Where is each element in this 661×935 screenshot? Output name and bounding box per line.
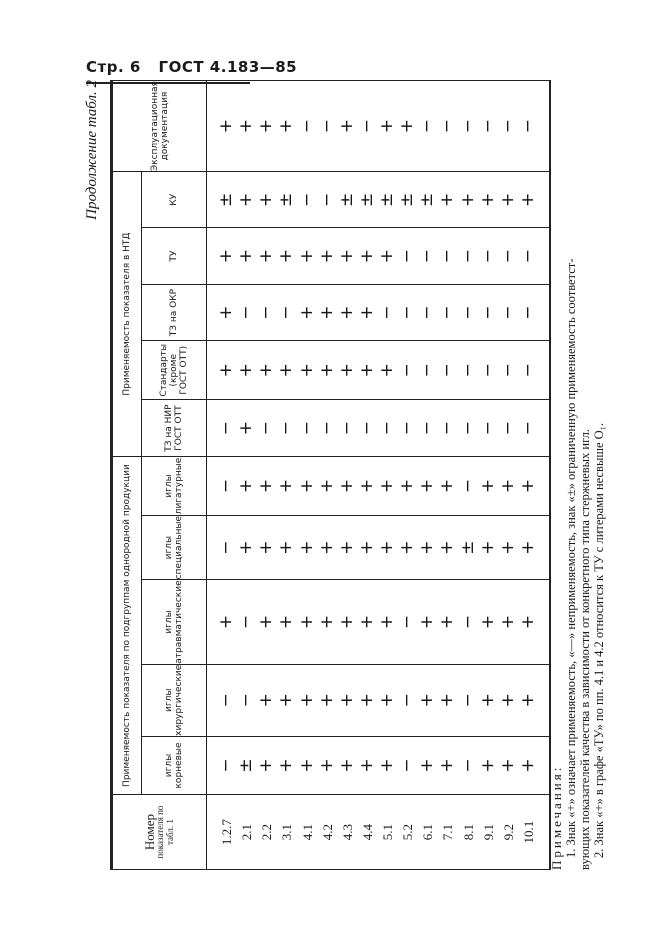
notes-title: Примечания: — [549, 764, 564, 870]
applicability-table — [110, 80, 551, 870]
row-label: 9.1 — [480, 823, 496, 841]
value-cell: − — [457, 305, 478, 320]
value-cell: − — [236, 614, 257, 630]
value-cell: + — [377, 758, 397, 773]
value-cell: − — [457, 420, 478, 436]
value-cell: + — [477, 192, 498, 207]
value-cell: + — [256, 614, 277, 630]
value-cell: + — [377, 614, 397, 630]
value-cell: + — [276, 249, 297, 264]
value-cell: − — [397, 249, 418, 264]
value-cell: + — [356, 614, 377, 630]
row-label: 5.1 — [380, 823, 395, 841]
value-cell: + — [497, 693, 518, 708]
value-cell: + — [256, 540, 277, 555]
note-1-cont: вующих показателей качества в зависимости от конкретного типа стержневых игл. — [578, 429, 592, 870]
value-cell: − — [497, 118, 518, 134]
standard-id: ГОСТ 4.183—85 — [158, 58, 298, 76]
value-cell: + — [336, 305, 357, 320]
value-cell: + — [256, 192, 277, 207]
value-cell: − — [296, 192, 317, 207]
value-cell: ± — [397, 192, 418, 207]
value-cell: + — [356, 363, 377, 378]
value-cell: − — [497, 305, 518, 320]
value-cell: − — [437, 305, 458, 320]
value-cell: + — [356, 478, 377, 494]
value-cell: + — [276, 478, 297, 494]
value-cell: − — [236, 693, 257, 708]
value-cell: − — [256, 420, 277, 436]
values-tu — [207, 228, 551, 284]
value-cell: + — [437, 614, 458, 630]
value-cell: − — [397, 758, 418, 773]
row-label: 4.2 — [319, 823, 335, 841]
value-cell: − — [517, 118, 538, 134]
value-cell: + — [236, 118, 257, 134]
value-cell: − — [437, 420, 458, 436]
table-caption: Продолжение табл. 2 — [84, 80, 100, 220]
value-cell: + — [517, 693, 538, 708]
note-1: 1. Знак «+» означает применяемость, «—» неприменяемость, знак «±» ограниченную применяемость соответст- — [564, 258, 578, 858]
value-cell: + — [457, 192, 478, 207]
value-cell: − — [397, 614, 418, 630]
value-cell: + — [276, 758, 297, 773]
value-cell: + — [276, 693, 297, 708]
value-cell: − — [417, 118, 438, 134]
value-cell: + — [336, 249, 357, 264]
value-cell: + — [497, 540, 518, 555]
values-ligature-needles — [207, 457, 551, 516]
value-cell: + — [336, 118, 357, 134]
value-cell: − — [497, 420, 518, 436]
value-cell: + — [216, 305, 236, 320]
value-cell: − — [296, 118, 317, 134]
value-cell: + — [356, 540, 377, 555]
row-label: 3.1 — [279, 823, 295, 841]
value-cell: + — [517, 478, 538, 494]
value-cell: ± — [356, 192, 377, 207]
value-cell: − — [477, 305, 498, 320]
value-cell: + — [296, 478, 317, 494]
value-cell: − — [216, 420, 236, 436]
value-cell: − — [477, 363, 498, 378]
row-label: 4.1 — [299, 823, 315, 841]
value-cell: + — [417, 758, 438, 773]
value-cell: + — [336, 758, 357, 773]
value-cell: + — [296, 614, 317, 630]
value-cell: − — [216, 478, 236, 494]
col-header-surgical-needles: иглы хирургические — [142, 664, 207, 736]
row-label: 8.1 — [460, 823, 476, 841]
value-cell: + — [316, 478, 337, 494]
value-cell: + — [296, 363, 317, 378]
value-cell: + — [256, 758, 277, 773]
col-header-special-needles: иглы специальные — [142, 515, 207, 579]
group-header-ntd: Применяемость показателя в НТД — [112, 172, 142, 457]
value-cell: − — [356, 118, 377, 134]
values-surgical-needles — [207, 664, 551, 736]
value-cell: − — [216, 540, 236, 555]
value-cell: + — [316, 693, 337, 708]
value-cell: + — [316, 305, 337, 320]
value-cell: + — [417, 614, 438, 630]
value-cell: ± — [457, 540, 478, 555]
value-cell: − — [236, 305, 257, 320]
value-cell: + — [336, 478, 357, 494]
value-cell: + — [377, 249, 397, 264]
value-cell: − — [497, 363, 518, 378]
value-cell: − — [276, 420, 297, 436]
value-cell: + — [517, 540, 538, 555]
value-cell: + — [377, 478, 397, 494]
value-cell: + — [517, 192, 538, 207]
value-cell: − — [296, 420, 317, 436]
value-cell: + — [296, 249, 317, 264]
value-cell: + — [296, 693, 317, 708]
value-cell: − — [497, 249, 518, 264]
value-cell: + — [316, 540, 337, 555]
row-label: 6.1 — [420, 823, 436, 841]
col-header-ku: КУ — [142, 172, 207, 228]
value-cell: + — [256, 118, 277, 134]
value-cell: + — [256, 693, 277, 708]
value-cell: + — [437, 478, 458, 494]
value-cell: + — [316, 614, 337, 630]
values-standards — [207, 341, 551, 400]
page-number: Стр. 6 — [86, 58, 141, 76]
value-cell: − — [397, 305, 418, 320]
value-cell: + — [316, 249, 337, 264]
col-header-tz-nir: ТЗ на НИР ГОСТ ОТТ — [142, 400, 207, 457]
value-cell: + — [437, 693, 458, 708]
value-cell: − — [457, 118, 478, 134]
value-cell: − — [517, 420, 538, 436]
value-cell: − — [457, 693, 478, 708]
value-cell: ± — [377, 192, 397, 207]
value-cell: + — [497, 758, 518, 773]
value-cell: − — [216, 758, 236, 773]
values-root-needles — [207, 736, 551, 794]
value-cell: + — [377, 540, 397, 555]
rotated-table-stage — [84, 80, 608, 870]
value-cell: − — [517, 305, 538, 320]
col-header-ligature-needles: иглы лигатурные — [142, 457, 207, 516]
value-cell: + — [216, 614, 236, 630]
value-cell: + — [397, 118, 418, 134]
values-special-needles — [207, 515, 551, 579]
value-cell: − — [457, 614, 478, 630]
value-cell: + — [517, 614, 538, 630]
value-cell: + — [236, 192, 257, 207]
value-cell: + — [216, 249, 236, 264]
col-header-tz-okr: ТЗ на ОКР — [142, 284, 207, 341]
table-notes — [550, 90, 606, 870]
col-header-root-needles: иглы корневые — [142, 736, 207, 794]
value-cell: + — [477, 540, 498, 555]
row-label: 7.1 — [440, 823, 456, 841]
value-cell: + — [477, 614, 498, 630]
note-2: 2. Знак «+» в графе «ТУ» по пп. 4.1 и 4.2 относится к ТУ с литерами несвыше О₁. — [592, 422, 606, 858]
value-cell: − — [417, 249, 438, 264]
row-label: 2.2 — [259, 823, 275, 841]
values-tz-okr — [207, 284, 551, 341]
expl-doc-header: Эксплуатационная документация — [112, 81, 207, 172]
value-cell: − — [397, 363, 418, 378]
values-atraumatic-needles — [207, 580, 551, 664]
value-cell: + — [497, 192, 518, 207]
value-cell: ± — [417, 192, 438, 207]
value-cell: − — [356, 420, 377, 436]
value-cell: + — [236, 540, 257, 555]
values-ku — [207, 172, 551, 228]
value-cell: + — [276, 118, 297, 134]
value-cell: ± — [236, 758, 257, 773]
value-cell: + — [336, 363, 357, 378]
value-cell: + — [437, 192, 458, 207]
value-cell: + — [477, 478, 498, 494]
row-labels-column — [207, 795, 551, 870]
value-cell: + — [497, 478, 518, 494]
value-cell: − — [437, 363, 458, 378]
value-cell: − — [457, 363, 478, 378]
value-cell: − — [377, 420, 397, 436]
row-label: 4.3 — [339, 823, 355, 841]
value-cell: + — [477, 693, 498, 708]
value-cell: + — [377, 363, 397, 378]
value-cell: + — [276, 614, 297, 630]
value-cell: + — [377, 118, 397, 134]
value-cell: + — [417, 478, 438, 494]
row-label: 1.2.7 — [219, 819, 234, 846]
value-cell: + — [336, 693, 357, 708]
value-cell: + — [437, 758, 458, 773]
value-cell: + — [417, 693, 438, 708]
value-cell: + — [417, 540, 438, 555]
value-cell: + — [336, 540, 357, 555]
value-cell: + — [236, 420, 257, 436]
value-cell: − — [477, 420, 498, 436]
value-cell: − — [517, 249, 538, 264]
value-cell: − — [316, 420, 337, 436]
value-cell: + — [276, 540, 297, 555]
value-cell: − — [417, 305, 438, 320]
value-cell: − — [477, 249, 498, 264]
row-number-header: Номер показателя по табл. 1 — [112, 795, 207, 870]
value-cell: + — [236, 363, 257, 378]
value-cell: + — [316, 758, 337, 773]
value-cell: + — [437, 540, 458, 555]
value-cell: − — [437, 118, 458, 134]
value-cell: − — [417, 363, 438, 378]
value-cell: ± — [336, 192, 357, 207]
value-cell: + — [377, 693, 397, 708]
value-cell: − — [417, 420, 438, 436]
value-cell: − — [477, 118, 498, 134]
col-header-tu: ТУ — [142, 228, 207, 284]
row-label: 5.2 — [400, 823, 416, 841]
value-cell: − — [316, 118, 337, 134]
value-cell: − — [457, 758, 478, 773]
value-cell: − — [457, 249, 478, 264]
value-cell: + — [397, 540, 418, 555]
group-header-subgroups: Применяемость показателя по подгруппам однородной продукции — [112, 457, 142, 795]
row-label: 2.1 — [239, 823, 255, 841]
value-cell: − — [256, 305, 277, 320]
page-header — [86, 58, 309, 76]
value-cell: + — [356, 249, 377, 264]
value-cell: ± — [216, 192, 236, 207]
value-cell: − — [457, 478, 478, 494]
value-cell: − — [336, 420, 357, 436]
value-cell: − — [377, 305, 397, 320]
value-cell: − — [397, 420, 418, 436]
value-cell: + — [276, 363, 297, 378]
value-cell: − — [316, 192, 337, 207]
row-label: 10.1 — [520, 820, 536, 844]
value-cell: + — [236, 478, 257, 494]
col-header-atraumatic-needles: иглы атравматические — [142, 580, 207, 664]
value-cell: + — [216, 118, 236, 134]
value-cell: + — [216, 363, 236, 378]
value-cell: + — [517, 758, 538, 773]
row-label: 9.2 — [500, 823, 516, 841]
value-cell: + — [356, 693, 377, 708]
value-cell: + — [477, 758, 498, 773]
value-cell: + — [296, 305, 317, 320]
value-cell: + — [236, 249, 257, 264]
value-cell: + — [336, 614, 357, 630]
value-cell: + — [256, 478, 277, 494]
value-cell: + — [397, 478, 418, 494]
value-cell: + — [356, 305, 377, 320]
value-cell: − — [276, 305, 297, 320]
row-label: 4.4 — [359, 823, 375, 841]
value-cell: + — [256, 249, 277, 264]
value-cell: + — [497, 614, 518, 630]
value-cell: + — [316, 363, 337, 378]
values-tz-nir — [207, 400, 551, 457]
value-cell: ± — [276, 192, 297, 207]
value-cell: − — [216, 693, 236, 708]
value-cell: + — [256, 363, 277, 378]
value-cell: − — [437, 249, 458, 264]
value-cell: + — [296, 540, 317, 555]
value-cell: − — [517, 363, 538, 378]
col-header-standards: Стандарты (кроме ГОСТ ОТТ) — [142, 341, 207, 400]
value-cell: + — [356, 758, 377, 773]
values-expl-doc — [207, 81, 551, 172]
value-cell: − — [397, 693, 418, 708]
value-cell: + — [296, 758, 317, 773]
